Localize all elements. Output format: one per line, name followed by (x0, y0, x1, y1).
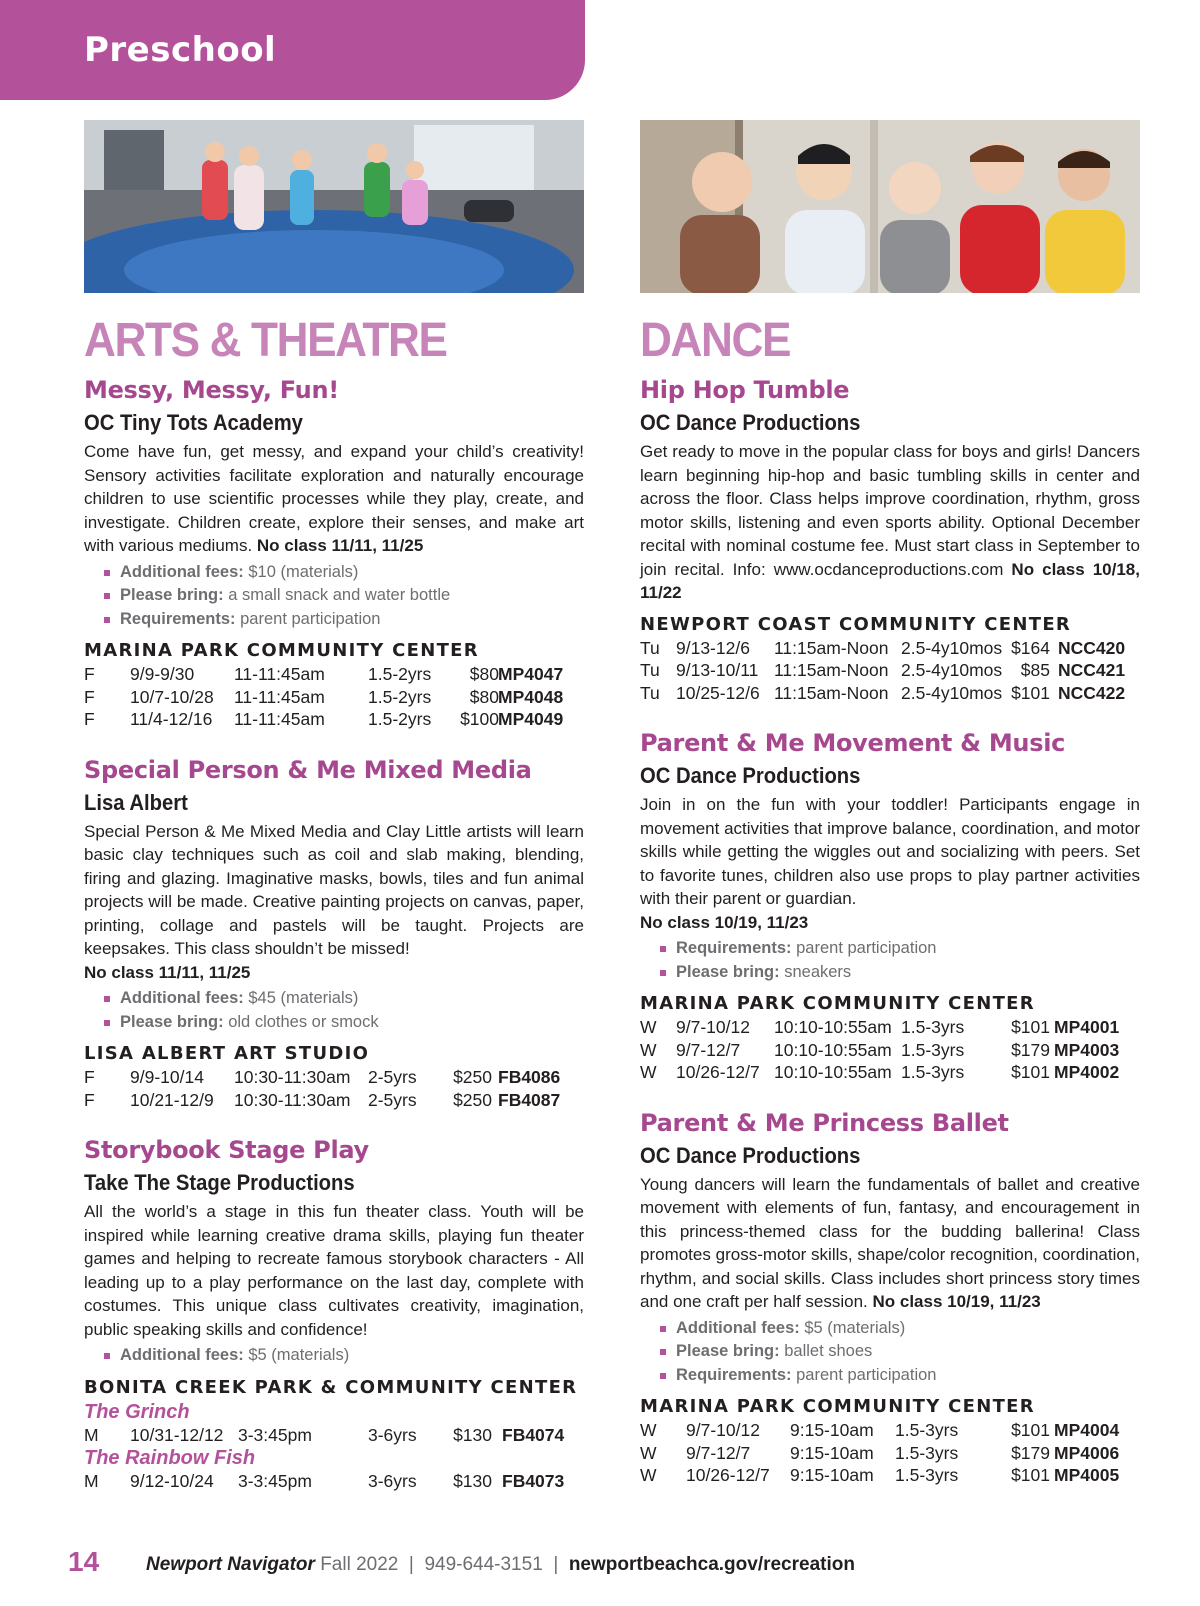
schedule-row (640, 659, 1140, 682)
schedule-day: W (640, 1062, 657, 1082)
schedule-course-code: MP4047 (498, 664, 564, 684)
detail-item: Please bring: ballet shoes (660, 1340, 1140, 1364)
class-title: Special Person & Me Mixed Media (84, 755, 532, 784)
schedule-dates: 10/31-12/12 (130, 1424, 224, 1445)
class-details (660, 937, 1140, 984)
class-title: Parent & Me Movement & Music (640, 729, 1066, 757)
schedule-fee: $80 (469, 664, 499, 684)
class-title: Parent & Me Princess Ballet (640, 1108, 1009, 1137)
schedule-dates: 9/9-10/14 (130, 1067, 204, 1087)
schedule-day: F (84, 686, 95, 707)
detail-item: Requirements: parent participation (660, 1364, 1140, 1388)
schedule-day: Tu (640, 637, 660, 658)
bullet-icon (660, 1326, 666, 1332)
schedule-course-code: MP4002 (1054, 1062, 1120, 1082)
schedule-course-code: NCC420 (1058, 637, 1126, 658)
detail-item: Additional fees: $45 (materials) (104, 987, 584, 1011)
schedule-dates: 9/12-10/24 (130, 1471, 214, 1491)
schedule-row (84, 1424, 584, 1447)
schedule-time: 11:15am-Noon (774, 637, 889, 658)
session-subtitle: The Grinch (84, 1400, 190, 1423)
detail-item: Requirements: parent participation (104, 608, 584, 632)
schedule-course-code: MP4005 (1054, 1465, 1120, 1485)
schedule-fee: $101 (1011, 1420, 1050, 1440)
schedule-time: 11:15am-Noon (774, 660, 889, 680)
schedule-course-code: FB4086 (498, 1067, 561, 1087)
schedule-dates: 9/9-9/30 (130, 664, 195, 684)
class-provider: Take The Stage Productions (84, 1170, 355, 1195)
schedule-time: 10:30-11:30am (234, 1089, 351, 1110)
schedule-day: F (84, 1089, 95, 1110)
schedule-dates: 9/7-10/12 (676, 1017, 750, 1037)
schedule-day: W (640, 1442, 657, 1463)
schedule-row (84, 708, 584, 731)
class-provider: OC Dance Productions (640, 763, 861, 788)
class-details (660, 1317, 1140, 1388)
schedule-dates: 9/7-10/12 (686, 1420, 760, 1440)
schedule-fee: $130 (453, 1424, 492, 1445)
schedule-ages: 1.5-3yrs (901, 1017, 965, 1037)
schedule-dates: 10/25-12/6 (676, 682, 760, 703)
schedule-day: W (640, 1465, 657, 1485)
schedule-ages: 1.5-3yrs (901, 1062, 965, 1082)
schedule-ages: 2-5yrs (368, 1067, 417, 1087)
schedule-dates: 9/7-12/7 (686, 1442, 751, 1463)
schedule-ages: 1.5-2yrs (368, 686, 432, 707)
schedule-row (640, 1464, 1140, 1487)
schedule-table (640, 1419, 1140, 1487)
bullet-icon (660, 946, 666, 952)
magazine-name: Newport Navigator (146, 1554, 315, 1575)
schedule-time: 9:15-10am (790, 1465, 874, 1485)
schedule-ages: 2.5-4y10mos (901, 637, 1003, 658)
schedule-course-code: FB4087 (498, 1089, 561, 1110)
schedule-ages: 1.5-2yrs (368, 664, 432, 684)
schedule-day: W (640, 1420, 657, 1440)
class-description: Join in on the fun with your toddler! Participants engage in movement activities that improve balance, coordination, and motor skills while getting the wiggles out and socializing with peers. Set to favorite tunes, children also use props to play partner activities with their parent or guardian. No class 10/19, 11/23 (640, 795, 1140, 932)
arts-photo (84, 120, 584, 293)
no-class-note: No class 11/11, 11/25 (256, 536, 424, 555)
no-class-note: No class 10/19, 11/23 (640, 912, 809, 932)
schedule-row (640, 682, 1140, 705)
bullet-icon (660, 970, 666, 976)
schedule-course-code: MP4004 (1054, 1420, 1120, 1440)
schedule-ages: 1.5-3yrs (901, 1039, 965, 1060)
schedule-course-code: MP4048 (498, 686, 564, 707)
right-column (640, 120, 1140, 1487)
schedule-ages: 1.5-3yrs (895, 1420, 959, 1440)
schedule-ages: 3-6yrs (368, 1424, 417, 1445)
venue-name: MARINA PARK COMMUNITY CENTER (84, 640, 479, 661)
bullet-icon (104, 1020, 110, 1026)
schedule-day: M (84, 1424, 99, 1445)
section-banner (0, 0, 585, 100)
season: Fall 2022 (320, 1554, 399, 1575)
schedule-day: Tu (640, 682, 660, 703)
schedule-row (84, 1089, 584, 1112)
bullet-icon (104, 617, 110, 623)
website-link[interactable]: newportbeachca.gov/recreation (568, 1554, 855, 1575)
schedule-day: F (84, 1067, 95, 1087)
class-provider: OC Dance Productions (640, 1142, 861, 1168)
schedule-row (640, 1419, 1140, 1442)
schedule-course-code: FB4074 (502, 1424, 565, 1445)
class-title: Hip Hop Tumble (640, 376, 850, 404)
class-description: Come have fun, get messy, and expand your child’s creativity! Sensory activities facilitate exploration and naturally encourage children to use scientific processes while they play, create, and investigate. Children create, explore their senses, and make art with various mediums. No class 11/11, 11/25 (84, 442, 584, 555)
detail-item: Additional fees: $10 (materials) (104, 561, 584, 585)
class-provider: OC Tiny Tots Academy (84, 410, 303, 435)
schedule-dates: 9/13-10/11 (676, 660, 759, 680)
schedule-course-code: MP4003 (1054, 1039, 1120, 1060)
schedule-fee: $179 (1011, 1039, 1050, 1060)
schedule-fee: $85 (1020, 660, 1050, 680)
schedule-day: F (84, 709, 95, 729)
schedule-fee: $250 (453, 1089, 492, 1110)
schedule-time: 3-3:45pm (238, 1424, 312, 1445)
no-class-note: No class 10/18, 11/22 (640, 559, 1140, 602)
venue-name: NEWPORT COAST COMMUNITY CENTER (640, 613, 1072, 635)
class-details (104, 561, 584, 632)
venue-name: MARINA PARK COMMUNITY CENTER (640, 1396, 1035, 1417)
schedule-dates: 10/21-12/9 (130, 1089, 214, 1110)
schedule-row (640, 1016, 1140, 1039)
schedule-row (640, 1061, 1140, 1084)
class-description: Young dancers will learn the fundamentals of ballet and creative movement with elements of fun, fantasy, and encouragement in this princess-themed class for the budding ballerina! Class promotes gross-motor skills, shape/color recognition, coordination, rhythm, and social skills. Class includes short princess story times and one craft per half session. No class 10/19, 11/23 (640, 1174, 1140, 1311)
class-description: Get ready to move in the popular class for boys and girls! Dancers learn beginning hip-hop and basic tumbling skills in center and across the floor. Class helps improve coordination, rhythm, gross motor skills, listening and even sports ability. Optional December recital with nominal costume fee. Must start class in September to join recital. Info: www.ocdanceproductions.com No class 10/18, 11/22 (640, 442, 1140, 602)
schedule-dates: 10/26-12/7 (686, 1465, 770, 1485)
schedule-day: M (84, 1471, 99, 1491)
schedule-table (84, 1066, 584, 1111)
schedule-time: 9:15-10am (790, 1420, 874, 1440)
banner-title: Preschool (84, 30, 277, 70)
schedule-time: 11-11:45am (234, 686, 325, 707)
footer-text: Newport Navigator Fall 2022 | 949-644-3151 | newportbeachca.gov/recreation (146, 1554, 855, 1575)
schedule-fee: $101 (1011, 682, 1050, 703)
schedule-fee: $101 (1011, 1465, 1050, 1485)
schedule-row (640, 1039, 1140, 1062)
class-provider: OC Dance Productions (640, 410, 861, 435)
schedule-dates: 10/26-12/7 (676, 1062, 760, 1082)
schedule-row (640, 637, 1140, 660)
schedule-ages: 1.5-3yrs (895, 1465, 959, 1485)
schedule-course-code: NCC421 (1058, 660, 1126, 680)
section-title-dance: DANCE (640, 314, 791, 367)
class-provider: Lisa Albert (84, 789, 188, 815)
class-description: Special Person & Me Mixed Media and Clay Little artists will learn basic clay techniques such as coil and slab making, blending, firing and glazing. Imaginative masks, bowls, tiles and fun animal projects will be made. Creative painting projects on canvas, paper, printing, collage and pastels will be taught. Projects are keepsakes. This class shouldn’t be missed! No class 11/11, 11/25 (84, 821, 584, 982)
section-title-arts: ARTS & THEATRE (84, 314, 447, 367)
dance-photo (640, 120, 1140, 293)
class-title: Messy, Messy, Fun! (84, 376, 339, 404)
schedule-day: Tu (640, 660, 660, 680)
no-class-note: No class 10/19, 11/23 (872, 1292, 1041, 1311)
schedule-course-code: MP4001 (1054, 1017, 1120, 1037)
schedule-dates: 10/7-10/28 (130, 686, 214, 707)
schedule-ages: 3-6yrs (368, 1471, 417, 1491)
schedule-day: W (640, 1039, 657, 1060)
phone: 949-644-3151 (424, 1554, 543, 1575)
page-number: 14 (68, 1546, 100, 1577)
schedule-time: 9:15-10am (790, 1442, 874, 1463)
detail-item: Additional fees: $5 (materials) (104, 1344, 584, 1368)
venue-name: MARINA PARK COMMUNITY CENTER (640, 993, 1035, 1014)
schedule-dates: 9/7-12/7 (676, 1039, 741, 1060)
schedule-time: 10:10-10:55am (774, 1039, 892, 1060)
schedule-fee: $100 (460, 709, 499, 729)
schedule-fee: $179 (1011, 1442, 1050, 1463)
schedule-time: 11:15am-Noon (774, 682, 889, 703)
bullet-icon (660, 1349, 666, 1355)
schedule-time: 11-11:45am (234, 664, 325, 684)
schedule-fee: $101 (1011, 1062, 1050, 1082)
schedule-fee: $130 (453, 1471, 492, 1491)
schedule-time: 11-11:45am (234, 709, 325, 729)
schedule-ages: 2.5-4y10mos (901, 660, 1003, 680)
schedule-fee: $101 (1011, 1017, 1050, 1037)
no-class-note: No class 11/11, 11/25 (84, 962, 251, 982)
venue-name: LISA ALBERT ART STUDIO (84, 1043, 370, 1064)
detail-item: Additional fees: $5 (materials) (660, 1317, 1140, 1341)
schedule-row (84, 663, 584, 686)
schedule-row (84, 686, 584, 709)
detail-item: Please bring: sneakers (660, 961, 1140, 985)
schedule-fee: $250 (453, 1067, 492, 1087)
schedule-course-code: MP4006 (1054, 1442, 1120, 1463)
schedule-ages: 2-5yrs (368, 1089, 417, 1110)
schedule-dates: 11/4-12/16 (130, 709, 213, 729)
page-footer (0, 1546, 1200, 1586)
bullet-icon (660, 1373, 666, 1379)
class-details (104, 1344, 584, 1368)
bullet-icon (104, 996, 110, 1002)
schedule-table (84, 1424, 584, 1447)
schedule-ages: 1.5-2yrs (368, 709, 432, 729)
schedule-course-code: FB4073 (502, 1471, 565, 1491)
class-details (104, 987, 584, 1034)
schedule-fee: $80 (469, 686, 499, 707)
schedule-time: 10:30-11:30am (234, 1067, 351, 1087)
schedule-ages: 1.5-3yrs (895, 1442, 959, 1463)
schedule-day: F (84, 664, 95, 684)
bullet-icon (104, 593, 110, 599)
schedule-row (84, 1470, 584, 1493)
class-title: Storybook Stage Play (84, 1136, 369, 1164)
schedule-time: 10:10-10:55am (774, 1062, 892, 1082)
schedule-time: 10:10-10:55am (774, 1017, 892, 1037)
schedule-table (84, 1470, 584, 1493)
left-column (84, 120, 584, 1493)
schedule-course-code: MP4049 (498, 709, 564, 729)
detail-item: Requirements: parent participation (660, 937, 1140, 961)
bullet-icon (104, 1353, 110, 1359)
schedule-course-code: NCC422 (1058, 682, 1126, 703)
session-subtitle: The Rainbow Fish (84, 1447, 256, 1469)
schedule-row (84, 1066, 584, 1089)
schedule-fee: $164 (1011, 637, 1050, 658)
bullet-icon (104, 570, 110, 576)
schedule-table (640, 1016, 1140, 1084)
detail-item: Please bring: a small snack and water bottle (104, 584, 584, 608)
schedule-table (84, 663, 584, 731)
schedule-time: 3-3:45pm (238, 1471, 312, 1491)
class-description: All the world’s a stage in this fun theater class. Youth will be inspired while learning creative drama skills, playing fun theater games and helping to recreate famous storybook characters - All leading up to a play performance on the last day, complete with costumes. This unique class cultivates creativity, imagination, public speaking skills and confidence! (84, 1202, 584, 1339)
schedule-dates: 9/13-12/6 (676, 637, 750, 658)
schedule-day: W (640, 1017, 657, 1037)
schedule-row (640, 1442, 1140, 1465)
venue-name: BONITA CREEK PARK & COMMUNITY CENTER (84, 1376, 578, 1398)
schedule-ages: 2.5-4y10mos (901, 682, 1003, 703)
detail-item: Please bring: old clothes or smock (104, 1011, 584, 1035)
schedule-table (640, 637, 1140, 705)
